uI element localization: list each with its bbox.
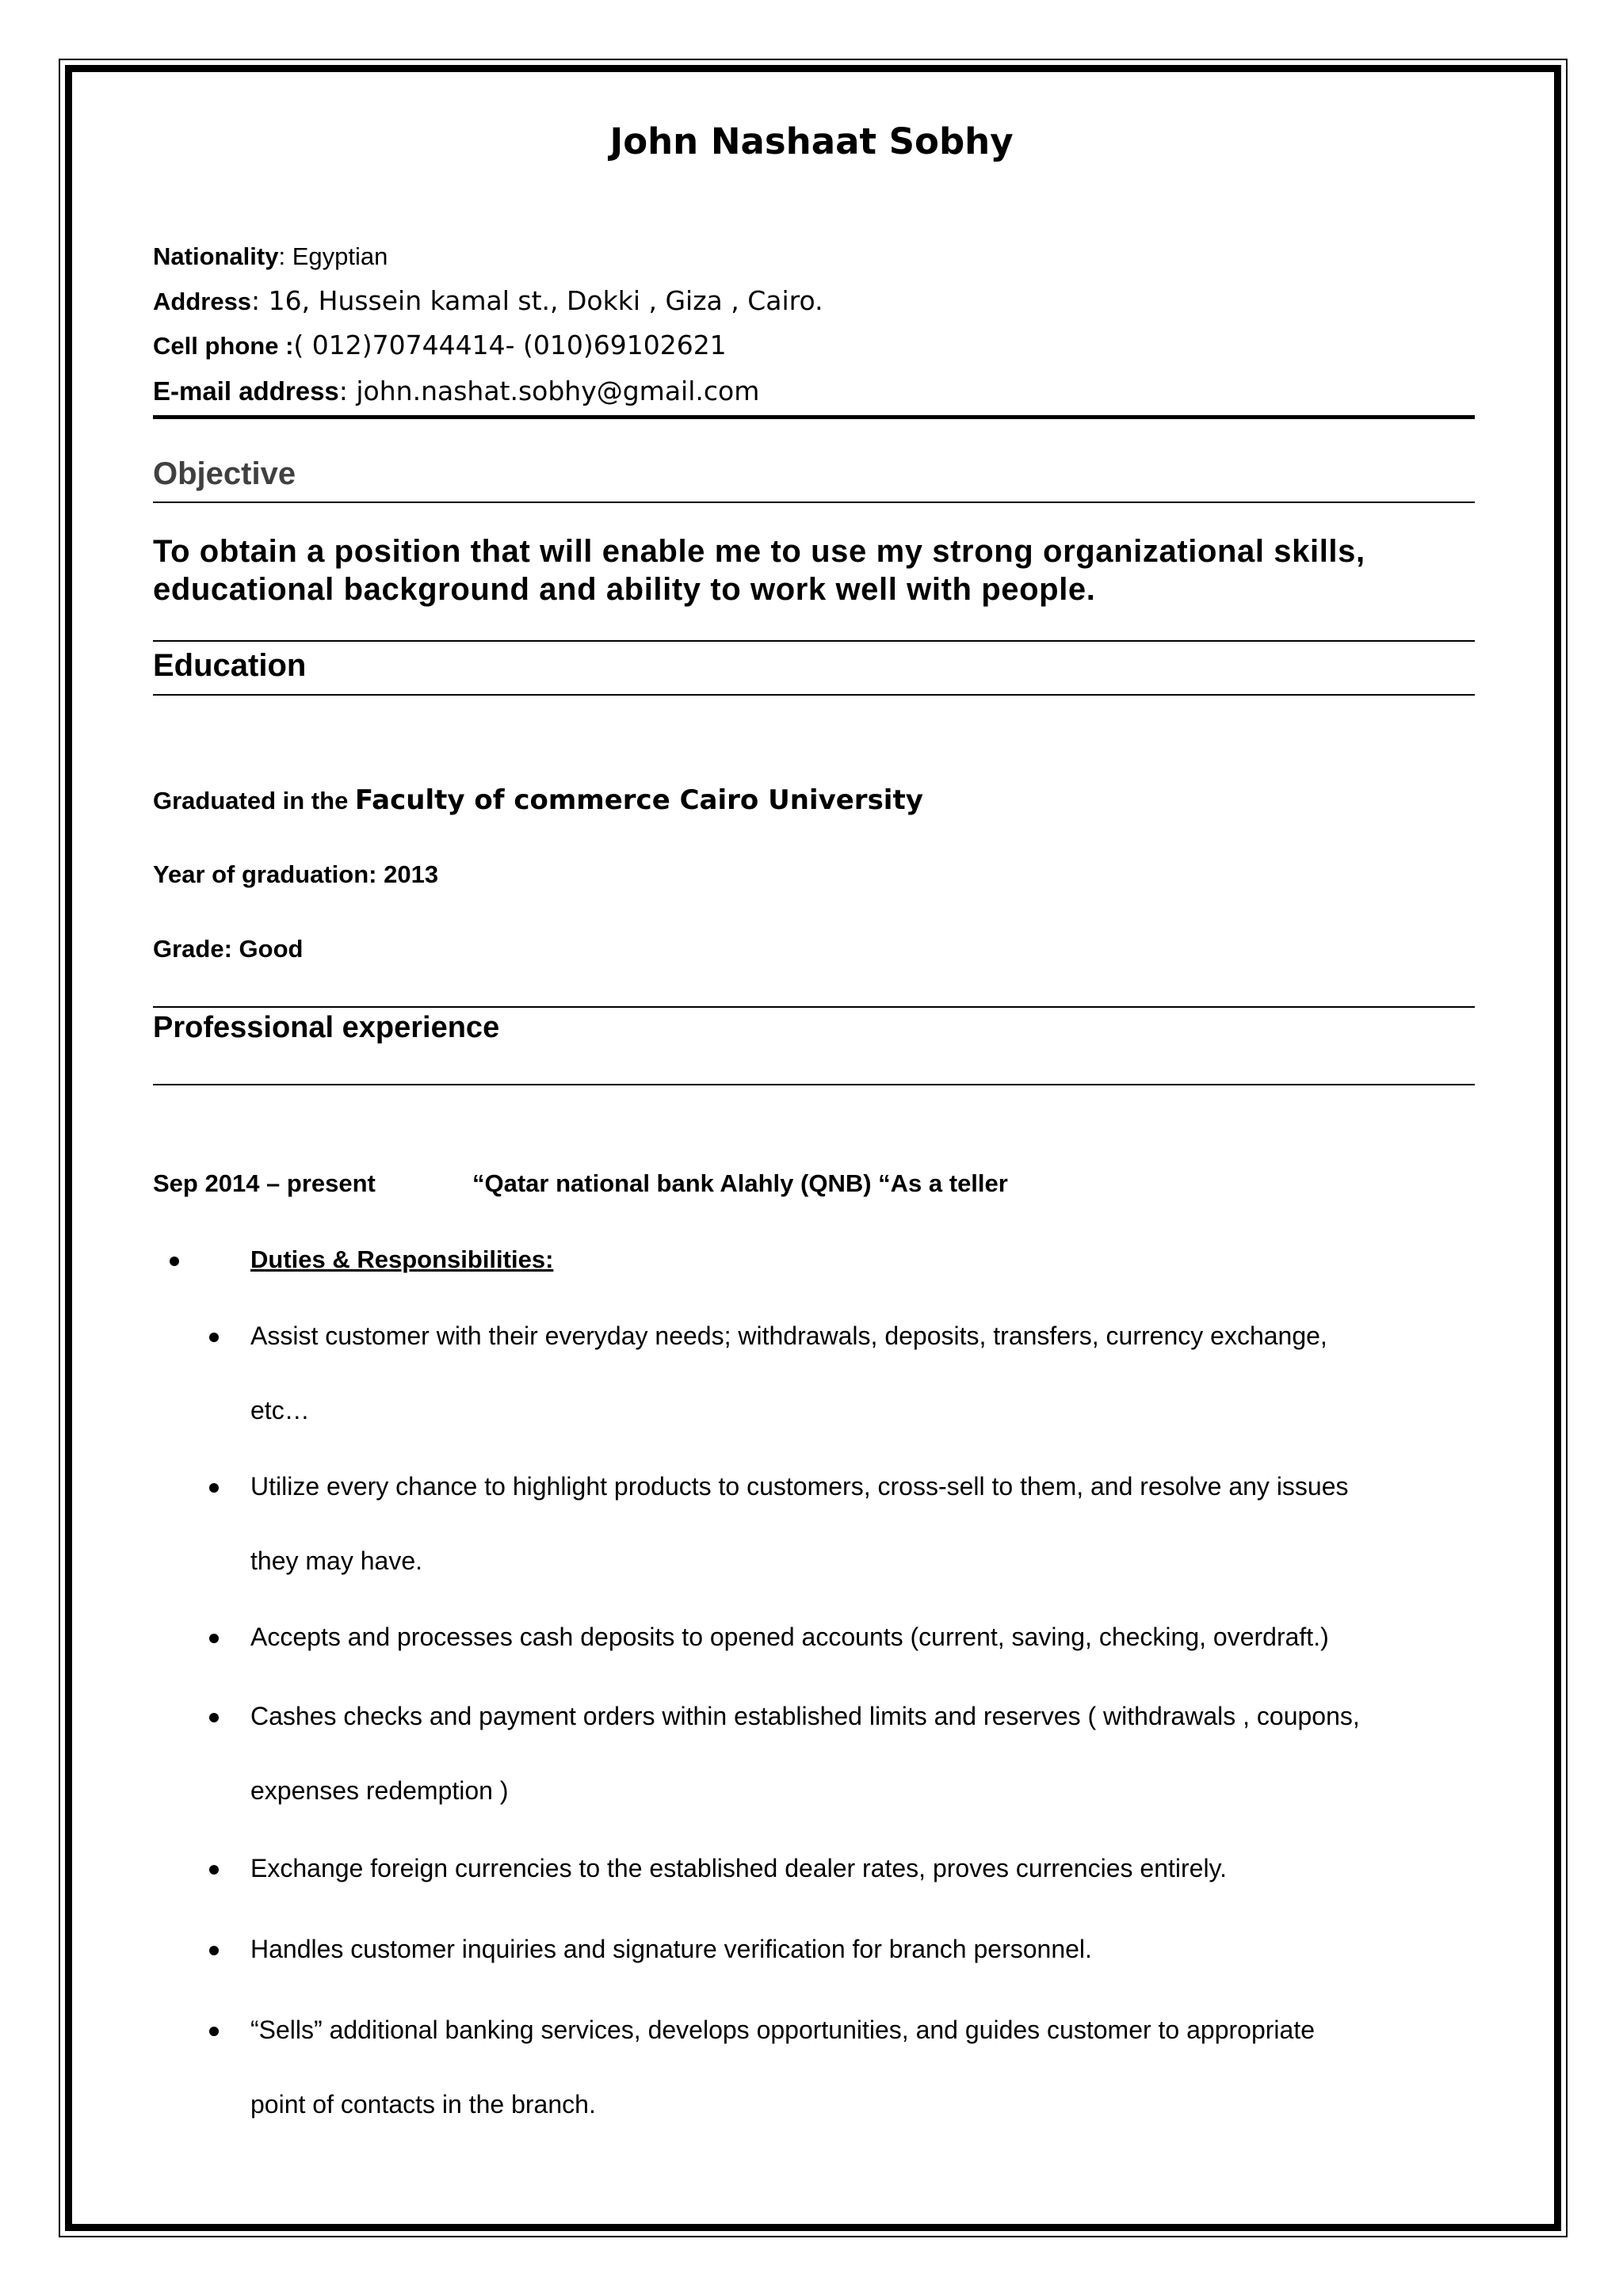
phone-line [153, 330, 727, 360]
objective-text: To obtain a position that will enable me to use my strong organizational skills, educational background and ability to work well with people. [153, 534, 1365, 607]
email-value: : john.nashat.sobhy@gmail.com [338, 376, 760, 406]
address-value: : 16, Hussein kamal st., Dokki , Giza , Cairo. [251, 285, 823, 316]
experience-divider [153, 1084, 1475, 1085]
duty-item: “Sells” additional banking services, develops opportunities, and guides customer to appropriate [250, 2016, 1315, 2044]
duty-item: Cashes checks and payment orders within established limits and reserves ( withdrawals , coupons, [250, 1702, 1360, 1730]
education-title: Education [153, 648, 307, 683]
graduation-year: Year of graduation: 2013 [153, 860, 439, 888]
education-divider [153, 694, 1475, 696]
phone-value: ( 012)70744414- (010)69102621 [293, 330, 727, 360]
objective-divider [153, 502, 1475, 503]
duty-item: Exchange foreign currencies to the established dealer rates, proves currencies entirely. [250, 1854, 1228, 1882]
experience-position: “Qatar national bank Alahly (QNB) “As a teller [472, 1169, 1008, 1197]
email-line [153, 376, 759, 406]
faculty-name: Faculty of commerce Cairo University [354, 784, 923, 816]
item-bullet [209, 1483, 219, 1493]
phone-label: Cell phone : [153, 332, 294, 360]
item-bullet [209, 1333, 219, 1342]
item-bullet [209, 1713, 219, 1722]
objective-end-divider [153, 640, 1475, 642]
education-end-divider [153, 1006, 1475, 1008]
duty-item: Handles customer inquiries and signature verification for branch personnel. [250, 1935, 1092, 1963]
nationality-label: Nationality [153, 242, 279, 270]
item-bullet [209, 1865, 219, 1875]
item-bullet [209, 1634, 219, 1643]
duties-bullet [170, 1257, 179, 1266]
duty-item: Utilize every chance to highlight products to customers, cross-sell to them, and resolve any issues [250, 1472, 1349, 1501]
nationality-line [153, 242, 388, 271]
item-bullet [209, 1946, 219, 1955]
address-label: Address [153, 288, 252, 315]
item-bullet [209, 2027, 219, 2036]
email-label: E-mail address [153, 376, 339, 406]
resume-name: John Nashaat Sobhy [609, 120, 1014, 162]
duty-item: Assist customer with their everyday needs; withdrawals, deposits, transfers, currency exchange, [250, 1322, 1327, 1350]
duty-item: Accepts and processes cash deposits to opened accounts (current, saving, checking, overdraft.) [250, 1623, 1329, 1651]
graduated-prefix: Graduated in the [153, 787, 355, 814]
duty-item-continuation: point of contacts in the branch. [250, 2090, 596, 2119]
duty-item-continuation: etc… [250, 1396, 310, 1425]
objective-title: Objective [153, 456, 296, 491]
experience-period: Sep 2014 – present [153, 1169, 376, 1197]
address-line [153, 285, 823, 316]
graduated-line [153, 784, 923, 816]
experience-title: Professional experience [153, 1011, 500, 1044]
contact-divider [153, 415, 1475, 419]
duty-item-continuation: they may have. [250, 1547, 422, 1575]
duties-title: Duties & Responsibilities: [250, 1245, 554, 1273]
grade: Grade: Good [153, 935, 304, 963]
duty-item-continuation: expenses redemption ) [250, 1776, 509, 1805]
nationality-value: : Egyptian [278, 242, 388, 270]
